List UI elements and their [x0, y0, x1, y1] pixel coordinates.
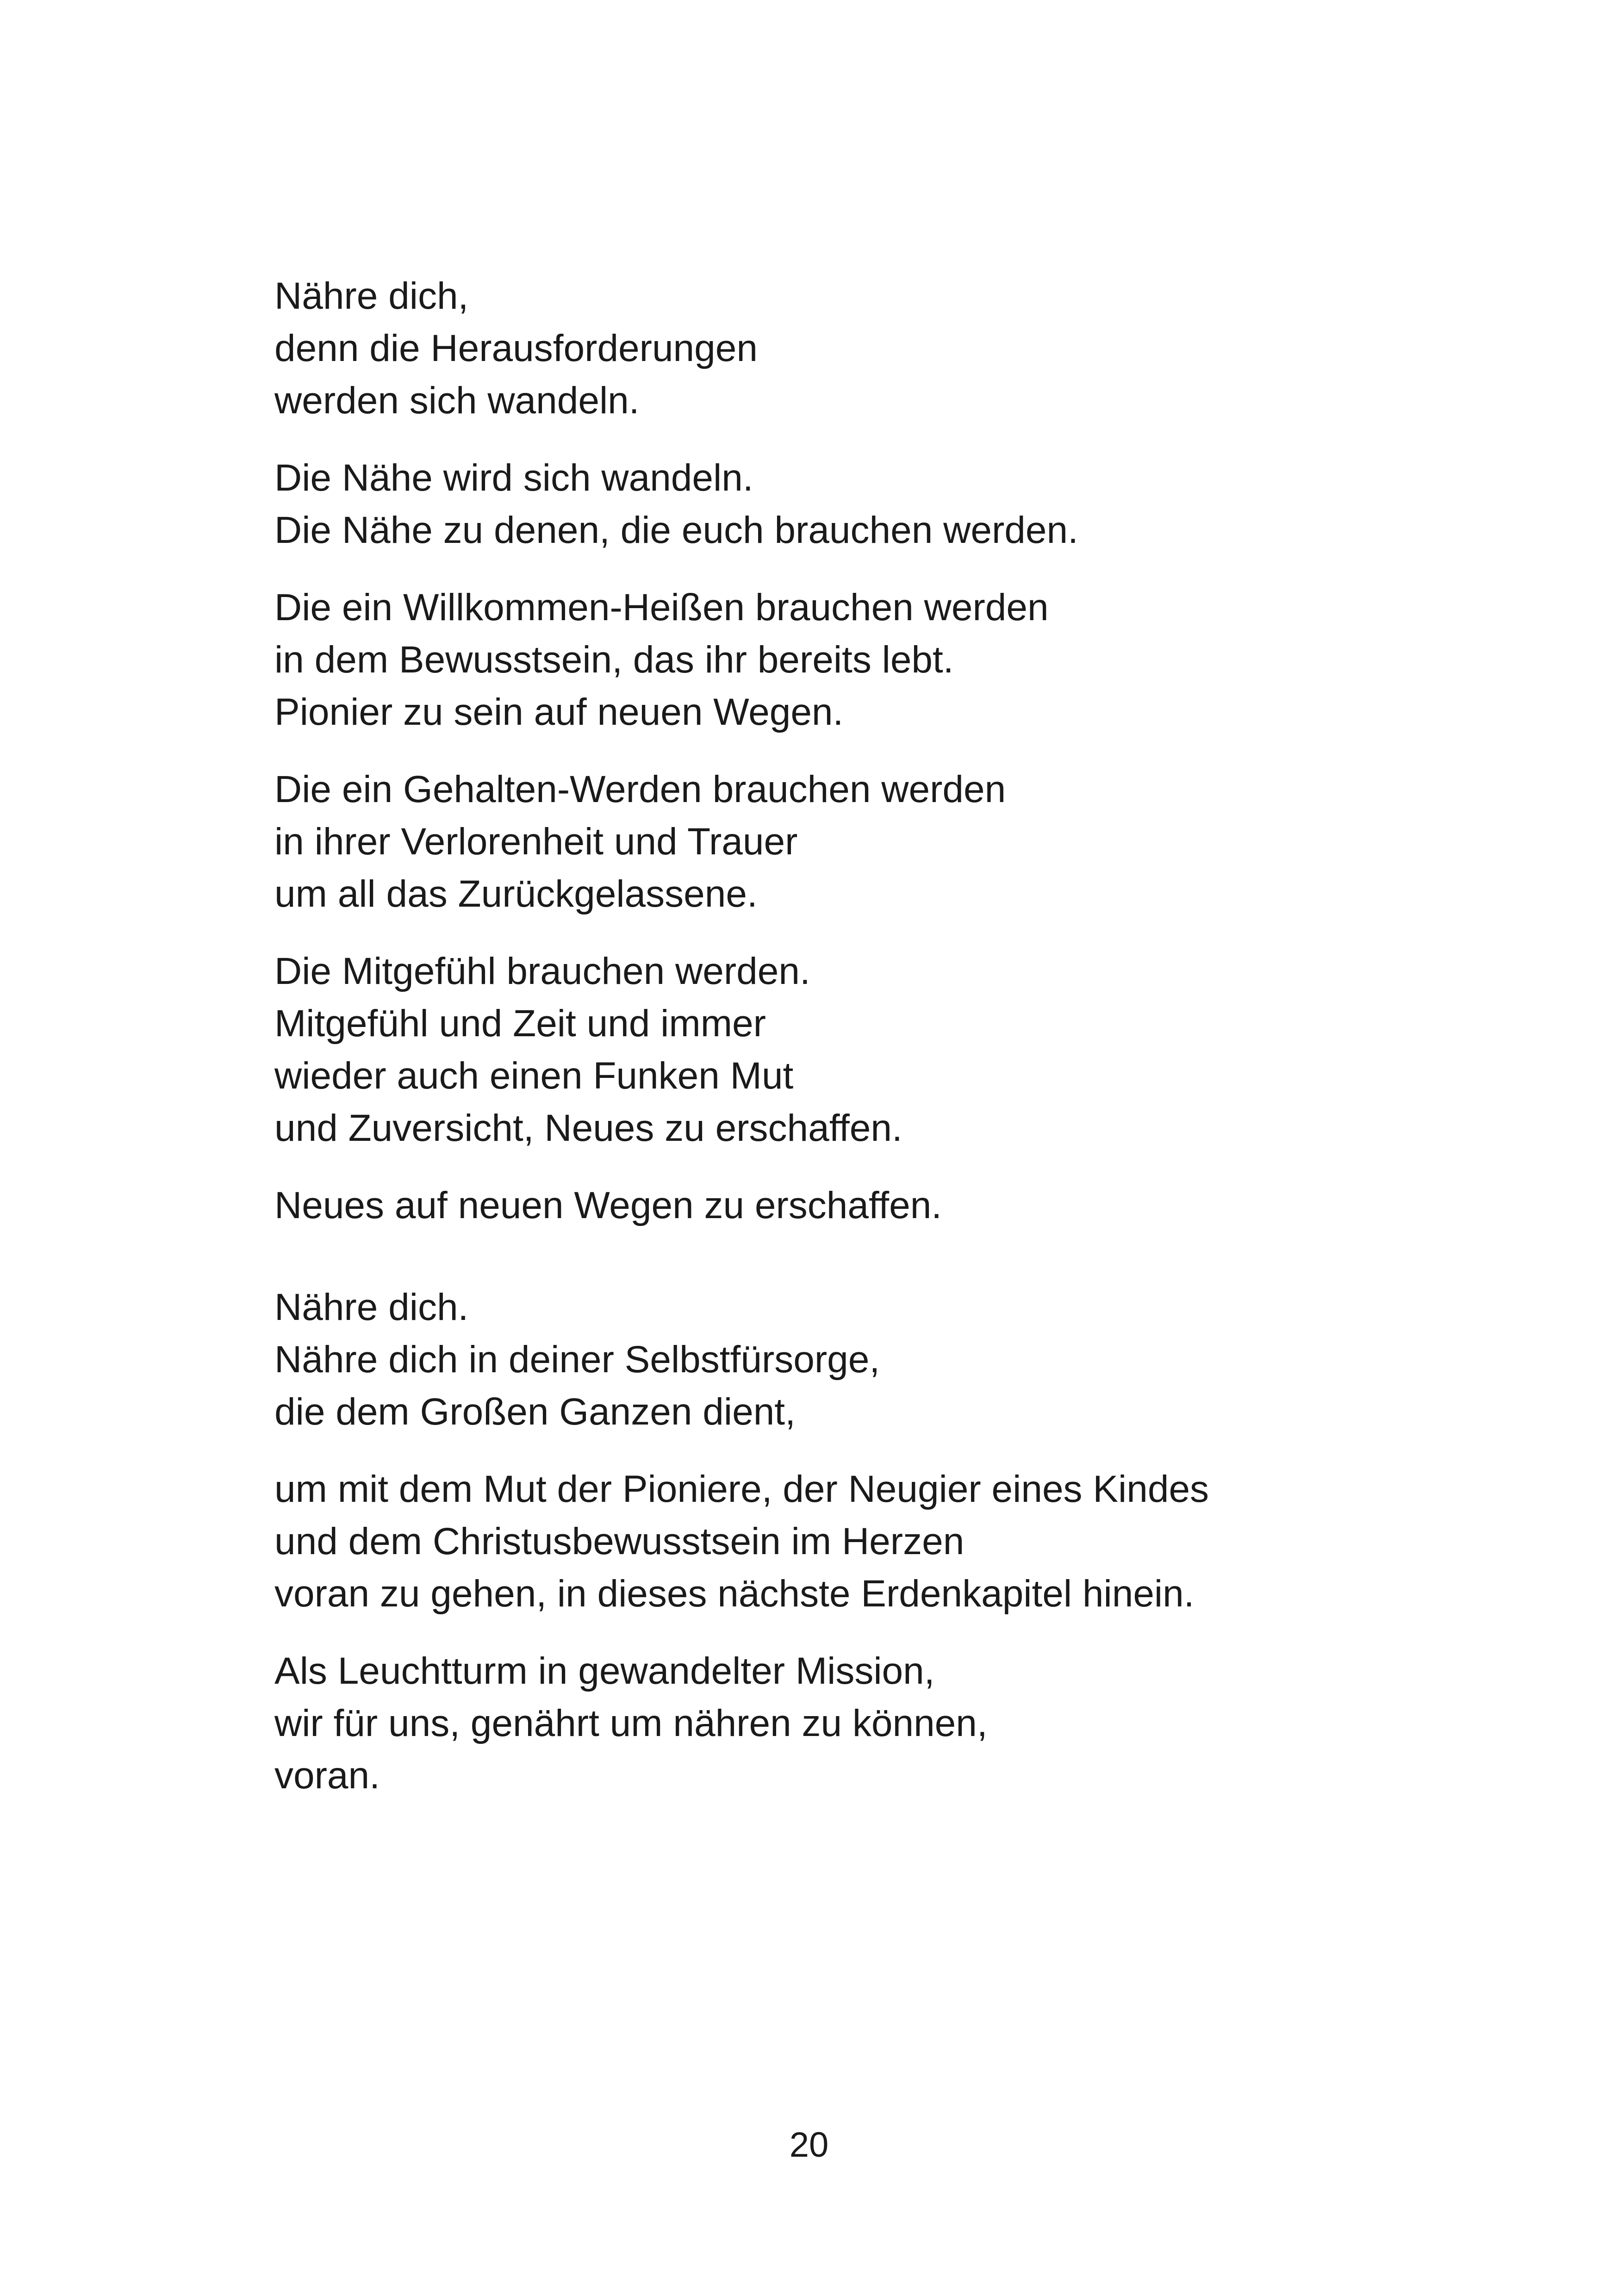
poem-line: Die ein Gehalten-Werden brauchen werden: [274, 768, 1006, 810]
poem-line: Nähre dich in deiner Selbstfürsorge,: [274, 1338, 880, 1381]
poem-line: Neues auf neuen Wegen zu erschaffen.: [274, 1184, 942, 1226]
poem-line: voran zu gehen, in dieses nächste Erdenkapitel hinein.: [274, 1573, 1195, 1615]
page-number: 20: [789, 2125, 829, 2165]
poem-line: Nähre dich.: [274, 1286, 469, 1328]
poem-line: Die Nähe wird sich wandeln.: [274, 457, 753, 499]
poem-line: Die ein Willkommen-Heißen brauchen werden: [274, 586, 1049, 628]
poem-line: um mit dem Mut der Pioniere, der Neugier eines Kindes: [274, 1468, 1209, 1510]
poem-line: Nähre dich,: [274, 275, 469, 317]
poem-line: und Zuversicht, Neues zu erschaffen.: [274, 1107, 902, 1149]
poem-line: und dem Christusbewusstsein im Herzen: [274, 1520, 965, 1562]
poem-line: wir für uns, genährt um nähren zu können,: [274, 1702, 988, 1744]
poem-line: wieder auch einen Funken Mut: [274, 1055, 794, 1097]
poem-line: Pionier zu sein auf neuen Wegen.: [274, 691, 844, 733]
poem-line: werden sich wandeln.: [274, 380, 640, 422]
poem-line: Mitgefühl und Zeit und immer: [274, 1002, 766, 1045]
poem-line: Die Mitgefühl brauchen werden.: [274, 950, 810, 992]
poem-line: in ihrer Verlorenheit und Trauer: [274, 821, 798, 863]
poem-line: Als Leuchtturm in gewandelter Mission,: [274, 1650, 935, 1692]
poem-line: Die Nähe zu denen, die euch brauchen werden.: [274, 509, 1078, 551]
poem-line: um all das Zurückgelassene.: [274, 873, 758, 915]
poem-line: die dem Großen Ganzen dient,: [274, 1391, 796, 1433]
poem-line: in dem Bewusstsein, das ihr bereits lebt.: [274, 639, 954, 681]
poem-line: denn die Herausforderungen: [274, 327, 758, 369]
poem-line: voran.: [274, 1755, 380, 1797]
